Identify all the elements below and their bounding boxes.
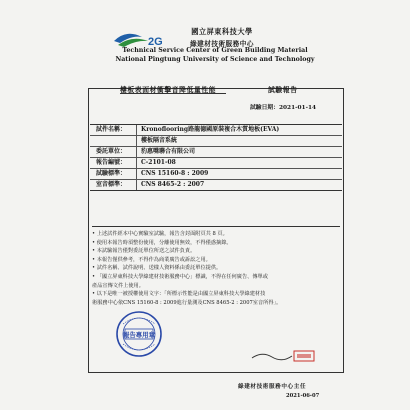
note-line: • 「國立屏東科技大學綠建材技術服務中心」標識，不得在任何廣告、傳單或: [92, 273, 268, 280]
field-value: CNS 8465-2 : 2007: [141, 181, 205, 188]
note-line: • 上述試件經本中心實驗室試驗，報告含封面附頁共 8 頁。: [92, 231, 228, 237]
field-label: 試驗標準：: [90, 169, 137, 179]
center-name: 綠建材技術服務中心: [190, 40, 254, 48]
note-line: 術服務中心依CNS 15160-8 : 2009進行量測及CNS 8465-2 : 2007室音所得」。: [92, 299, 282, 306]
svg-text:2G: 2G: [148, 36, 163, 48]
report-seal-icon: [115, 310, 163, 358]
field-label: 試件名稱：: [90, 125, 137, 135]
field-row: [90, 169, 342, 180]
field-value: 豹惠嘴聯合有限公司: [141, 148, 196, 155]
field-row: [90, 125, 342, 136]
university-name-english: National Pingtung University of Science and Technology: [115, 56, 315, 63]
test-date: 試驗日期：2021-01-14: [250, 105, 317, 111]
field-value: CNS 15160-8 : 2009: [141, 170, 209, 177]
note-line: • 本試驗報告僅對委託單位所送之試件負責。: [92, 248, 196, 255]
report-fields-table: [90, 124, 342, 191]
note-line: • 使用本報告時須整份使用，分離使用無效，不得僅惑摘錄。: [92, 239, 232, 246]
field-row: [90, 180, 342, 190]
report-subject: 樓板表面材衝擊音降低量性能: [120, 86, 217, 94]
note-line: • 以下是唯一被授權使用文字：「所標示性能是由國立屏東科技大學綠建材技: [92, 291, 266, 298]
note-line: • 本報告僅供參考，不得作為商業廣告或訴訟之用。: [92, 256, 211, 263]
field-row: [90, 158, 342, 169]
field-label: 委託單位：: [90, 147, 137, 157]
signature-stamp-icon: [250, 350, 316, 362]
issuer-title: 綠建材技術服務中心主任: [238, 384, 307, 390]
report-notes: [92, 226, 340, 307]
center-name-english: Technical Service Center of Green Building Material: [122, 47, 308, 54]
note-line: • 試件名稱、試件說明、送樣人資料係由委託單位提供。: [92, 265, 222, 272]
field-value: 樓板隔音系統: [141, 137, 178, 144]
field-label: 室音標準：: [90, 180, 137, 190]
field-row: [90, 136, 342, 147]
report-kind: 試驗報告: [268, 86, 298, 94]
field-label: 報告編號：: [90, 158, 137, 168]
issue-date: 2021-06-07: [286, 393, 320, 399]
university-name: 國立屏東科技大學: [191, 27, 253, 36]
seal-label: 報告專用章: [123, 330, 155, 339]
field-value: C-2101-08: [141, 159, 176, 166]
center-logo-icon: [112, 27, 172, 49]
field-row: [90, 147, 342, 158]
field-value: Kronoflooring路龍德國原裝複合木質地板(EVA): [141, 126, 280, 133]
field-label: [90, 136, 137, 146]
note-line: 產品宣傳文件上使用。: [92, 282, 144, 289]
subject-underline: [120, 93, 226, 94]
